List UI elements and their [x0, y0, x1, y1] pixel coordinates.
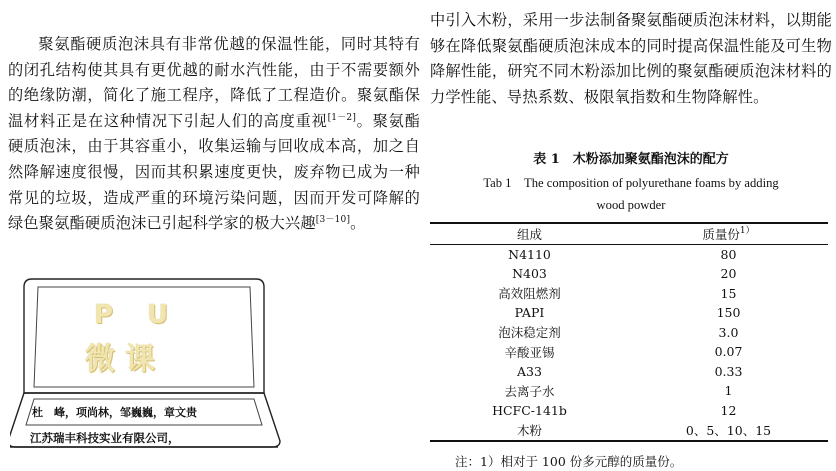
left-paragraph: [8, 32, 420, 237]
table-row: [430, 401, 828, 421]
cell-component: 辛酸亚锡: [504, 344, 555, 360]
cell-mass: 80: [720, 246, 737, 262]
composition-table: [430, 222, 828, 442]
cell-mass: 15: [720, 285, 737, 301]
table-caption-zh: 表 1 木粉添加聚氨酯泡沫的配方: [533, 152, 729, 167]
company-line: 江苏瑞丰科技实业有限公司，: [30, 431, 180, 445]
left-paragraph-end: 。: [350, 214, 366, 233]
citation-1-2: [1－2]: [327, 112, 357, 123]
right-column: [430, 8, 832, 110]
table-header-row: [430, 223, 828, 244]
table-row: [430, 284, 828, 304]
cell-mass: 1: [724, 383, 733, 399]
cell-mass: 0.07: [714, 344, 743, 360]
table-row: [430, 342, 828, 362]
pu-weike-logo: [60, 300, 203, 378]
cell-mass: 3.0: [718, 324, 739, 340]
table-row: [430, 381, 828, 401]
left-paragraph-text: 聚氨酯硬质泡沫具有非常优越的保温性能，同时其特有的闭孔结构使其具有更优越的耐水汽性能，由于不需要额外的绝缘防潮，简化了施工程序，降低了工程造价。聚氨酯保温材料正是在这种情况下引起人们的高度重视: [8, 35, 420, 130]
cell-mass: 0.33: [714, 363, 743, 379]
table-row: [430, 420, 828, 441]
table-caption-en: [430, 172, 832, 216]
table-caption-en-line2: wood powder: [596, 198, 666, 212]
table-row: [430, 264, 828, 284]
logo-line-1: PU: [94, 300, 203, 330]
cell-component: A33: [517, 363, 542, 379]
cell-mass: 12: [720, 402, 737, 418]
cell-component: 去离子水: [504, 383, 555, 399]
cell-mass: 20: [720, 266, 737, 282]
header-mass-sup: 1）: [739, 225, 755, 236]
left-paragraph-cont: 。聚氨酯硬质泡沫，由于其容重小，收集运输与回收成本高，加之自然降解速度很慢，因而其积累速度更快，废弃物已成为一种常见的垃圾，造成严重的环境污染问题，因而开发可降解的绿色聚氨酯硬质泡沫已引起科学家的极大兴趣: [8, 111, 420, 233]
table-row: [430, 323, 828, 343]
header-mass: [629, 223, 828, 244]
cell-mass: 150: [716, 305, 741, 321]
citation-3-10: [3－10]: [315, 215, 351, 226]
table-caption-en-line1: Tab 1 The composition of polyurethane foams by adding: [483, 176, 779, 190]
cell-component: 木粉: [516, 422, 542, 438]
table-row: [430, 362, 828, 382]
cell-component: N4110: [508, 246, 551, 262]
table-row: [430, 244, 828, 264]
table-row: [430, 303, 828, 323]
logo-line-2: 微课: [85, 342, 165, 377]
right-paragraph: 中引入木粉，采用一步法制备聚氨酯硬质泡沫材料，以期能够在降低聚氨酯硬质泡沫成本的同时提高保温性能及可生物降解性能，研究不同木粉添加比例的聚氨酯硬质泡沫材料的力学性能、导热系数、极限氧指数和生物降解性。: [430, 11, 832, 106]
cell-component: N403: [512, 266, 547, 282]
header-component: 组成: [516, 226, 542, 242]
cell-component: HCFC-141b: [492, 402, 567, 418]
table-footnote: 注：1）相对于 100 份多元醇的质量份。: [455, 454, 683, 469]
cell-component: 高效阻燃剂: [498, 286, 561, 302]
left-column: [8, 32, 420, 237]
cell-mass: 0、5、10、15: [685, 422, 772, 438]
authors-line: 杜 峰，项尚林，邹巍巍，章文贵: [32, 406, 197, 419]
cell-component: 泡沫稳定剂: [498, 325, 561, 341]
cell-component: PAPI: [514, 305, 545, 321]
header-mass-label: 质量份: [702, 226, 740, 242]
